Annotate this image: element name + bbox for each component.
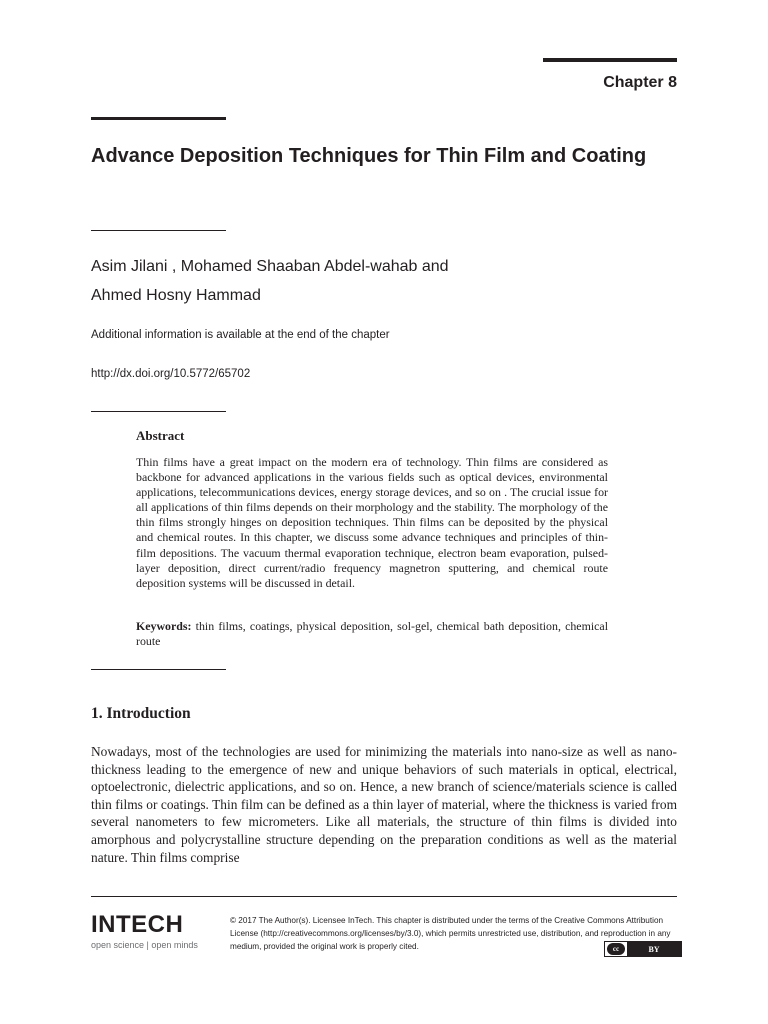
cc-icon: cc [607, 943, 625, 955]
abstract-body: Thin films have a great impact on the modern era of technology. Thin films are considered as backbone for advanced applications in the various fields such as optical devices, environmental applications, telecommunications devices, energy storage devices, and so on . The crucial issue for all applications of thin films depends on their morphology and the stability. The morphology of the thin films strongly hinges on deposition techniques. Thin films can be deposited by the physical and chemical routes. In this chapter, we discuss some advance techniques and principles of thin-film depositions. The vacuum thermal evaporation technique, electron beam evaporation, pulsed-layer deposition, direct current/radio frequency magnetron sputtering, and chemical route deposition systems will be discussed in detail. [136, 455, 608, 590]
authors-line-2: Ahmed Hosny Hammad [91, 287, 261, 304]
additional-info: Additional information is available at the end of the chapter [91, 329, 390, 341]
abstract-rule-bottom [91, 669, 226, 670]
introduction-heading: 1. Introduction [91, 705, 191, 722]
doi-link[interactable]: http://dx.doi.org/10.5772/65702 [91, 368, 251, 380]
authors-line-1: Asim Jilani , Mohamed Shaaban Abdel-wahab and [91, 258, 449, 275]
title-rule-bottom [91, 230, 226, 231]
license-text: © 2017 The Author(s). Licensee InTech. This chapter is distributed under the terms of the Creative Commons Attribution License (http://creativecommons.org/licenses/by/3.0), which permits unrestricted use, distribution, and reproduction in any medium, provided the original work is properly cited. [230, 916, 671, 951]
publisher-logo: INTECH [91, 911, 184, 938]
chapter-rule [543, 58, 677, 62]
introduction-body: Nowadays, most of the technologies are used for minimizing the materials into nano-size as well as nano-thickness leading to the emergence of new and unique behaviors of such materials in optical, electrical, optoelectronic, dielectric applications, and so on. Hence, a new branch of science/materials science is called thin films or coatings. Thin film can be defined as a thin layer of material, where the thickness is varied from several nanometers to few micrometers. Like all materials, the structure of thin films is divided into amorphous and polycrystalline structure depending on the preparation conditions as well as the material nature. Thin films comprise [91, 744, 677, 865]
title-rule-top [91, 117, 226, 120]
keywords-label: Keywords: [136, 619, 192, 633]
abstract-rule-top [91, 411, 226, 412]
footer-rule [91, 896, 677, 897]
publisher-tagline: open science | open minds [91, 940, 198, 950]
cc-by-license-icon[interactable] [604, 941, 682, 957]
abstract-heading: Abstract [136, 428, 185, 443]
paper-title: Advance Deposition Techniques for Thin Film and Coating [91, 145, 647, 167]
keywords-list: thin films, coatings, physical deposition, sol-gel, chemical bath deposition, chemical route [136, 619, 608, 649]
chapter-label: Chapter 8 [603, 74, 677, 91]
authors [91, 252, 651, 310]
keywords [136, 619, 608, 649]
by-icon: BY [627, 942, 681, 956]
